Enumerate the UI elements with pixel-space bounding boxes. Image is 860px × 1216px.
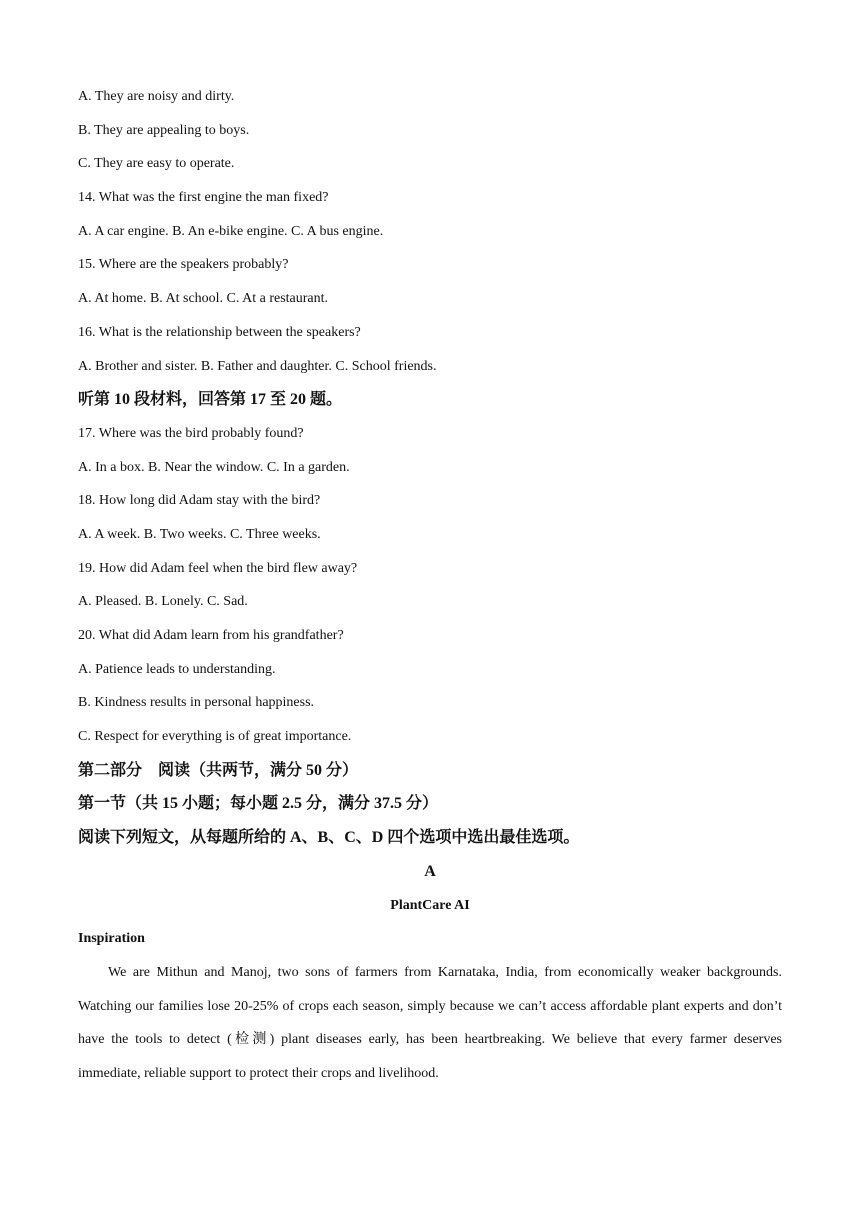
document-page: [78, 85, 782, 1091]
options-15: A. At home. B. At school. C. At a restaurant.: [78, 291, 329, 307]
reading-instruction: 阅读下列短文，从每题所给的 A、B、C、D 四个选项中选出最佳选项。: [78, 829, 580, 847]
option-13b: B. They are appealing to boys.: [78, 122, 250, 138]
question-19: 19. How did Adam feel when the bird flew away?: [78, 560, 358, 576]
section-one-heading: 第一节（共 15 小题；每小题 2.5 分，满分 37.5 分）: [78, 795, 439, 813]
question-20: 20. What did Adam learn from his grandfather?: [78, 628, 344, 643]
inspiration-paragraph: We are Mithun and Manoj, two sons of farmers from Karnataka, India, from economically weaker backgrounds. Watching our families lose 20-25% of crops each season, simply because we can’t access affordable plant experts and don’t have the tools to detect (检测) plant diseases early, has been heartbreaking. We believe that every farmer deserves immediate, reliable support to protect their crops and livelihood.: [78, 964, 782, 1081]
options-16: A. Brother and sister. B. Father and daughter. C. School friends.: [78, 358, 437, 374]
part-two-heading: 第二部分 阅读（共两节，满分 50 分）: [78, 761, 359, 779]
question-14: 14. What was the first engine the man fixed?: [78, 190, 329, 206]
passage-letter: A: [424, 862, 436, 880]
question-16: 16. What is the relationship between the speakers?: [78, 324, 361, 340]
option-20b: B. Kindness results in personal happiness.: [78, 695, 315, 711]
option-13a: A. They are noisy and dirty.: [78, 89, 235, 104]
question-15: 15. Where are the speakers probably?: [78, 257, 289, 273]
question-17: 17. Where was the bird probably found?: [78, 425, 304, 441]
option-13c: C. They are easy to operate.: [78, 156, 235, 172]
options-19: A. Pleased. B. Lonely. C. Sad.: [78, 594, 248, 610]
subheading-inspiration: Inspiration: [78, 931, 145, 947]
question-18: 18. How long did Adam stay with the bird?: [78, 493, 321, 509]
section-instruction-10: 听第 10 段材料，回答第 17 至 20 题。: [78, 391, 343, 409]
options-17: A. In a box. B. Near the window. C. In a garden.: [78, 459, 350, 475]
options-14: A. A car engine. B. An e-bike engine. C. A bus engine.: [78, 223, 384, 239]
option-20c: C. Respect for everything is of great importance.: [78, 729, 352, 745]
options-18: A. A week. B. Two weeks. C. Three weeks.: [78, 526, 321, 542]
option-20a: A. Patience leads to understanding.: [78, 661, 276, 677]
passage-title: PlantCare AI: [390, 897, 470, 913]
